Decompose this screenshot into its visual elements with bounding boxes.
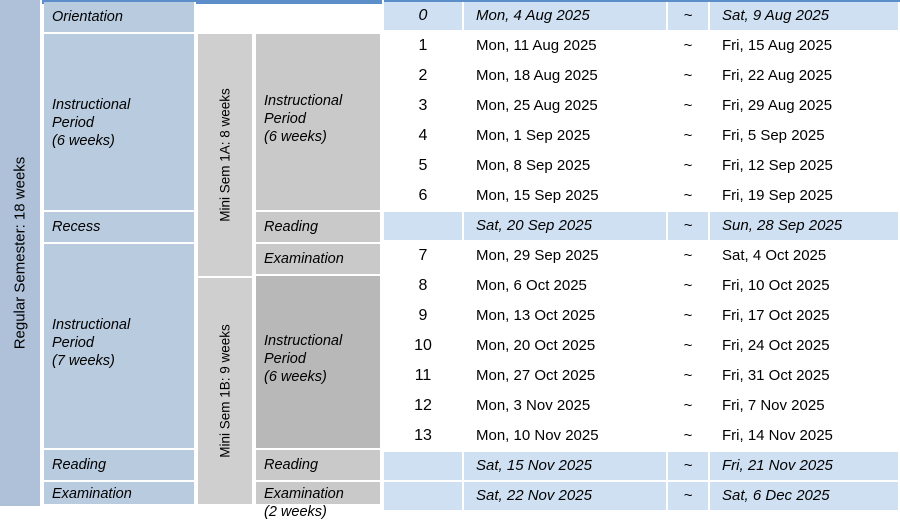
week-number-cell bbox=[384, 182, 464, 212]
end-date-cell bbox=[710, 212, 900, 242]
start-date: Mon, 29 Sep 2025 bbox=[476, 247, 599, 264]
mid-block-instructional-1 bbox=[256, 34, 382, 212]
start-date: Mon, 11 Aug 2025 bbox=[476, 37, 597, 54]
left-block-examination bbox=[44, 482, 196, 506]
end-date-cell bbox=[710, 332, 900, 362]
date-range-separator-cell bbox=[668, 302, 710, 332]
mid-block-examination-2 bbox=[256, 482, 382, 521]
start-date: Mon, 18 Aug 2025 bbox=[476, 67, 598, 84]
week-number-cell bbox=[384, 92, 464, 122]
start-date-cell bbox=[464, 362, 668, 392]
week-number: 9 bbox=[418, 307, 428, 324]
start-date-cell bbox=[464, 452, 668, 482]
date-range-separator-cell bbox=[668, 62, 710, 92]
week-number-cell bbox=[384, 482, 464, 512]
end-date: Fri, 5 Sep 2025 bbox=[722, 127, 825, 144]
week-number: 1 bbox=[418, 37, 428, 54]
date-range-separator: ~ bbox=[683, 7, 693, 24]
start-date: Mon, 6 Oct 2025 bbox=[476, 277, 587, 294]
end-date-cell bbox=[710, 242, 900, 272]
start-date-cell bbox=[464, 122, 668, 152]
date-range-separator-cell bbox=[668, 122, 710, 152]
end-date-cell bbox=[710, 302, 900, 332]
start-date: Mon, 20 Oct 2025 bbox=[476, 337, 596, 354]
date-range-separator: ~ bbox=[683, 247, 693, 264]
end-date: Sat, 9 Aug 2025 bbox=[722, 7, 830, 24]
end-date-cell bbox=[710, 392, 900, 422]
end-date: Fri, 29 Aug 2025 bbox=[722, 97, 833, 114]
start-date: Mon, 27 Oct 2025 bbox=[476, 367, 596, 384]
end-date-cell bbox=[710, 32, 900, 62]
end-date: Fri, 31 Oct 2025 bbox=[722, 367, 830, 384]
end-date-cell bbox=[710, 482, 900, 512]
date-range-separator: ~ bbox=[683, 427, 693, 444]
end-date: Fri, 15 Aug 2025 bbox=[722, 37, 833, 54]
end-date: Fri, 22 Aug 2025 bbox=[722, 67, 833, 84]
end-date: Fri, 12 Sep 2025 bbox=[722, 157, 833, 174]
start-date: Sat, 20 Sep 2025 bbox=[476, 217, 592, 234]
week-number: 13 bbox=[414, 427, 432, 444]
week-number-cell bbox=[384, 422, 464, 452]
end-date-cell bbox=[710, 152, 900, 182]
start-date-cell bbox=[464, 2, 668, 32]
week-number: 5 bbox=[418, 157, 428, 174]
week-number-cell bbox=[384, 32, 464, 62]
week-number-cell bbox=[384, 302, 464, 332]
end-date: Fri, 24 Oct 2025 bbox=[722, 337, 830, 354]
mid-block-reading-1-label: Reading bbox=[264, 219, 319, 235]
date-range-separator: ~ bbox=[683, 97, 693, 114]
end-date-cell bbox=[710, 182, 900, 212]
week-number: 11 bbox=[414, 367, 432, 384]
semester-label: Regular Semester: 18 weeks bbox=[11, 156, 29, 350]
week-number-cell bbox=[384, 362, 464, 392]
left-block-instructional-1-line2: Period bbox=[52, 115, 94, 132]
mini-sem-1b-column bbox=[198, 278, 254, 506]
mid-block-examination-1-label: Examination bbox=[264, 251, 344, 267]
left-block-recess bbox=[44, 212, 196, 244]
mini-sem-1a-column bbox=[198, 34, 254, 278]
left-block-reading-label: Reading bbox=[52, 457, 107, 473]
date-range-separator-cell bbox=[668, 332, 710, 362]
start-date-cell bbox=[464, 152, 668, 182]
end-date: Sun, 28 Sep 2025 bbox=[722, 217, 843, 234]
week-number: 12 bbox=[414, 397, 432, 414]
end-date: Fri, 17 Oct 2025 bbox=[722, 307, 830, 324]
start-date-cell bbox=[464, 62, 668, 92]
mid-block-examination-1 bbox=[256, 244, 382, 276]
end-date-cell bbox=[710, 92, 900, 122]
date-range-separator-cell bbox=[668, 392, 710, 422]
date-range-separator-cell bbox=[668, 152, 710, 182]
start-date: Mon, 10 Nov 2025 bbox=[476, 427, 599, 444]
start-date: Mon, 3 Nov 2025 bbox=[476, 397, 591, 414]
date-range-separator-cell bbox=[668, 212, 710, 242]
week-number: 0 bbox=[418, 7, 428, 24]
start-date-cell bbox=[464, 392, 668, 422]
end-date: Fri, 21 Nov 2025 bbox=[722, 457, 833, 474]
week-number-cell bbox=[384, 332, 464, 362]
week-number-cell bbox=[384, 452, 464, 482]
week-number: 3 bbox=[418, 97, 428, 114]
end-date: Fri, 19 Sep 2025 bbox=[722, 187, 833, 204]
left-block-reading bbox=[44, 450, 196, 482]
end-date: Fri, 10 Oct 2025 bbox=[722, 277, 830, 294]
mid-block-reading-1 bbox=[256, 212, 382, 244]
mid-block-instructional-1-line1: Instructional bbox=[264, 93, 343, 109]
mid-block-instructional-2-line2: Period bbox=[264, 351, 306, 368]
left-block-recess-label: Recess bbox=[52, 219, 101, 235]
start-date-cell bbox=[464, 182, 668, 212]
end-date: Sat, 6 Dec 2025 bbox=[722, 487, 830, 504]
left-block-instructional-1-line1: Instructional bbox=[52, 97, 131, 113]
start-date: Mon, 13 Oct 2025 bbox=[476, 307, 596, 324]
date-range-separator-cell bbox=[668, 2, 710, 32]
left-block-orientation bbox=[44, 2, 196, 34]
end-date-cell bbox=[710, 2, 900, 32]
date-range-separator-cell bbox=[668, 182, 710, 212]
date-range-separator: ~ bbox=[683, 37, 693, 54]
start-date-cell bbox=[464, 92, 668, 122]
mid-block-instructional-2-line3: (6 weeks) bbox=[264, 369, 327, 386]
date-range-separator: ~ bbox=[683, 67, 693, 84]
date-range-separator: ~ bbox=[683, 397, 693, 414]
end-date: Fri, 14 Nov 2025 bbox=[722, 427, 833, 444]
date-range-separator: ~ bbox=[683, 217, 693, 234]
date-range-separator-cell bbox=[668, 242, 710, 272]
end-date: Fri, 7 Nov 2025 bbox=[722, 397, 825, 414]
start-date: Mon, 15 Sep 2025 bbox=[476, 187, 599, 204]
date-range-separator: ~ bbox=[683, 337, 693, 354]
mid-block-instructional-2 bbox=[256, 276, 382, 450]
left-block-instructional-1-line3: (6 weeks) bbox=[52, 133, 115, 150]
start-date-cell bbox=[464, 422, 668, 452]
semester-label-column bbox=[0, 0, 42, 506]
end-date-cell bbox=[710, 272, 900, 302]
date-range-separator-cell bbox=[668, 362, 710, 392]
end-date-cell bbox=[710, 62, 900, 92]
week-number: 6 bbox=[418, 187, 428, 204]
start-date: Sat, 15 Nov 2025 bbox=[476, 457, 592, 474]
mid-block-instructional-1-line3: (6 weeks) bbox=[264, 129, 327, 146]
mini-sem-1a-label: Mini Sem 1A: 8 weeks bbox=[217, 88, 233, 222]
date-range-separator: ~ bbox=[683, 157, 693, 174]
week-number: 4 bbox=[418, 127, 428, 144]
date-range-separator-cell bbox=[668, 32, 710, 62]
start-date-cell bbox=[464, 212, 668, 242]
start-date: Mon, 8 Sep 2025 bbox=[476, 157, 591, 174]
start-date-cell bbox=[464, 332, 668, 362]
week-number-cell bbox=[384, 2, 464, 32]
end-date-cell bbox=[710, 362, 900, 392]
start-date-cell bbox=[464, 32, 668, 62]
mid-block-reading-2-label: Reading bbox=[264, 457, 319, 473]
week-number-cell bbox=[384, 62, 464, 92]
date-range-separator: ~ bbox=[683, 367, 693, 384]
date-range-separator-cell bbox=[668, 482, 710, 512]
week-number-cell bbox=[384, 392, 464, 422]
mid-block-instructional-2-line1: Instructional bbox=[264, 333, 343, 349]
mid-block-instructional-1-line2: Period bbox=[264, 111, 306, 128]
start-date: Mon, 25 Aug 2025 bbox=[476, 97, 598, 114]
date-range-separator: ~ bbox=[683, 487, 693, 504]
start-date: Sat, 22 Nov 2025 bbox=[476, 487, 592, 504]
start-date-cell bbox=[464, 482, 668, 512]
start-date-cell bbox=[464, 272, 668, 302]
end-date: Sat, 4 Oct 2025 bbox=[722, 247, 827, 264]
left-block-instructional-1 bbox=[44, 34, 196, 212]
end-date-cell bbox=[710, 122, 900, 152]
date-range-separator: ~ bbox=[683, 127, 693, 144]
week-number: 8 bbox=[418, 277, 428, 294]
left-block-instructional-2-line1: Instructional bbox=[52, 317, 131, 333]
end-date-cell bbox=[710, 422, 900, 452]
date-range-separator-cell bbox=[668, 272, 710, 302]
week-number-cell bbox=[384, 122, 464, 152]
week-number-cell bbox=[384, 152, 464, 182]
date-range-separator-cell bbox=[668, 92, 710, 122]
date-range-separator: ~ bbox=[683, 307, 693, 324]
week-number: 7 bbox=[418, 247, 428, 264]
left-block-instructional-2-line2: Period bbox=[52, 335, 94, 352]
week-number-cell bbox=[384, 242, 464, 272]
left-block-instructional-2 bbox=[44, 244, 196, 450]
start-date-cell bbox=[464, 242, 668, 272]
date-range-separator: ~ bbox=[683, 277, 693, 294]
week-number-cell bbox=[384, 212, 464, 242]
start-date-cell bbox=[464, 302, 668, 332]
mid-block-examination-2-label: Examination bbox=[264, 486, 344, 502]
examination-note: (2 weeks) bbox=[264, 504, 327, 521]
date-range-separator-cell bbox=[668, 452, 710, 482]
date-range-separator: ~ bbox=[683, 187, 693, 204]
date-range-separator-cell bbox=[668, 422, 710, 452]
start-date: Mon, 4 Aug 2025 bbox=[476, 7, 590, 24]
week-number-cell bbox=[384, 272, 464, 302]
date-range-separator: ~ bbox=[683, 457, 693, 474]
mid-block-reading-2 bbox=[256, 450, 382, 482]
left-block-orientation-label: Orientation bbox=[52, 9, 123, 25]
week-number: 2 bbox=[418, 67, 428, 84]
mini-sem-1b-label: Mini Sem 1B: 9 weeks bbox=[217, 324, 233, 458]
week-number: 10 bbox=[414, 337, 432, 354]
left-block-examination-label: Examination bbox=[52, 486, 132, 502]
start-date: Mon, 1 Sep 2025 bbox=[476, 127, 591, 144]
end-date-cell bbox=[710, 452, 900, 482]
left-block-instructional-2-line3: (7 weeks) bbox=[52, 353, 115, 370]
